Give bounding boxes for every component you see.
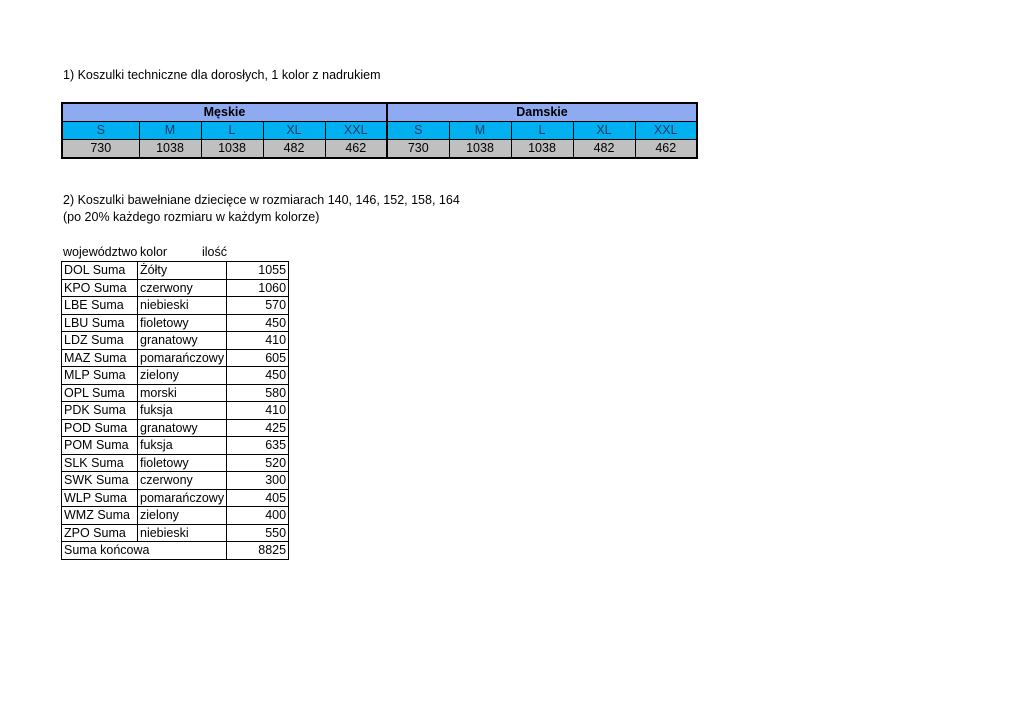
size-cell: L [201,122,263,140]
column-header-quantity: ilość [202,245,228,259]
total-quantity: 8825 [227,542,289,560]
quantity-cell: 300 [227,472,289,490]
color-cell: granatowy [138,332,227,350]
quantity-cell: 520 [227,454,289,472]
gender-header-row [62,103,697,122]
total-row [62,542,289,560]
region-cell: POD Suma [62,419,138,437]
quantity-cell: 450 [227,367,289,385]
color-cell: czerwony [138,472,227,490]
region-cell: OPL Suma [62,384,138,402]
table-row [62,524,289,542]
region-cell: MLP Suma [62,367,138,385]
size-cell: M [449,122,511,140]
color-cell: fioletowy [138,314,227,332]
table-row [62,332,289,350]
table-row [62,507,289,525]
quantity-cell: 1055 [227,262,289,280]
adult-sizes-table [61,102,698,159]
table-row [62,297,289,315]
quantity-cell: 1060 [227,279,289,297]
region-cell: LBE Suma [62,297,138,315]
color-cell: Żółty [138,262,227,280]
region-cell: WMZ Suma [62,507,138,525]
regions-table [61,261,289,560]
table-row [62,419,289,437]
size-header-row [62,122,697,140]
color-cell: czerwony [138,279,227,297]
color-cell: fuksja [138,437,227,455]
region-cell: POM Suma [62,437,138,455]
quantity-cell: 1038 [139,140,201,159]
table-row [62,454,289,472]
table-row [62,279,289,297]
table-row [62,472,289,490]
size-cell: XXL [325,122,387,140]
quantity-cell: 482 [573,140,635,159]
column-header-color: kolor [140,245,168,259]
quantity-cell: 635 [227,437,289,455]
quantity-cell: 462 [325,140,387,159]
size-cell: M [139,122,201,140]
quantity-cell: 1038 [201,140,263,159]
quantity-cell: 605 [227,349,289,367]
region-cell: KPO Suma [62,279,138,297]
region-cell: PDK Suma [62,402,138,420]
color-cell: niebieski [138,524,227,542]
color-cell: fuksja [138,402,227,420]
color-cell: pomarańczowy [138,489,227,507]
region-cell: SLK Suma [62,454,138,472]
quantity-cell: 410 [227,332,289,350]
table-row [62,402,289,420]
table-row [62,489,289,507]
table-row [62,262,289,280]
section2-title: 2) Koszulki bawełniane dziecięce w rozmiarach 140, 146, 152, 158, 164 [63,193,460,207]
quantity-cell: 410 [227,402,289,420]
quantity-row [62,140,697,159]
region-cell: SWK Suma [62,472,138,490]
color-cell: morski [138,384,227,402]
quantity-cell: 405 [227,489,289,507]
size-cell: S [387,122,449,140]
quantity-cell: 1038 [449,140,511,159]
table-row [62,384,289,402]
section1-title: 1) Koszulki techniczne dla dorosłych, 1 kolor z nadrukiem [63,68,381,82]
group-header-women: Damskie [387,103,697,122]
quantity-cell: 580 [227,384,289,402]
region-cell: LBU Suma [62,314,138,332]
region-cell: MAZ Suma [62,349,138,367]
quantity-cell: 450 [227,314,289,332]
table-row [62,367,289,385]
color-cell: granatowy [138,419,227,437]
size-cell: S [62,122,139,140]
quantity-cell: 550 [227,524,289,542]
quantity-cell: 482 [263,140,325,159]
quantity-cell: 462 [635,140,697,159]
region-cell: WLP Suma [62,489,138,507]
color-cell: niebieski [138,297,227,315]
column-header-region: województwo [63,245,138,259]
section2-subtitle: (po 20% każdego rozmiaru w każdym kolorze) [63,210,320,224]
quantity-cell: 425 [227,419,289,437]
quantity-cell: 1038 [511,140,573,159]
quantity-cell: 730 [387,140,449,159]
region-cell: DOL Suma [62,262,138,280]
size-cell: XXL [635,122,697,140]
region-cell: LDZ Suma [62,332,138,350]
table-row [62,314,289,332]
color-cell: zielony [138,507,227,525]
size-cell: L [511,122,573,140]
color-cell: zielony [138,367,227,385]
region-cell: ZPO Suma [62,524,138,542]
quantity-cell: 730 [62,140,139,159]
group-header-men: Męskie [62,103,387,122]
quantity-cell: 400 [227,507,289,525]
quantity-cell: 570 [227,297,289,315]
size-cell: XL [573,122,635,140]
table-row [62,437,289,455]
total-label: Suma końcowa [62,542,227,560]
color-cell: pomarańczowy [138,349,227,367]
color-cell: fioletowy [138,454,227,472]
table-row [62,349,289,367]
size-cell: XL [263,122,325,140]
